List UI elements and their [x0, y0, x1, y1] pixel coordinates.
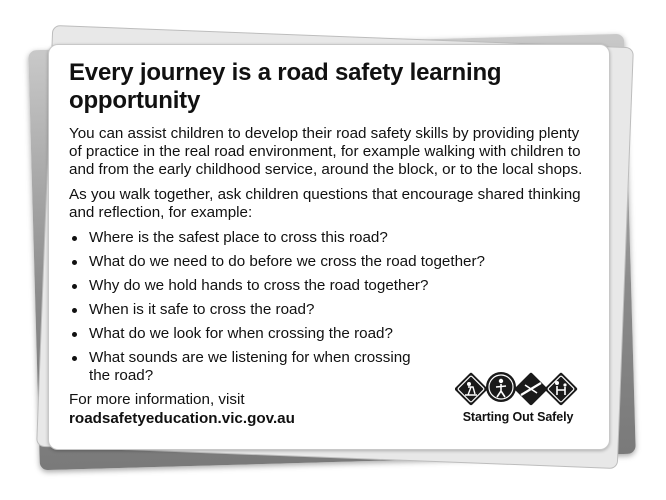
list-item: When is it safe to cross the road?	[69, 301, 591, 319]
logo-text: Starting Out Safely	[462, 410, 574, 424]
list-item: Where is the safest place to cross this road?	[69, 229, 591, 247]
list-item: What sounds are we listening for when crossing the road?	[69, 349, 429, 385]
list-item: What do we need to do before we cross the road together?	[69, 253, 559, 271]
website-link[interactable]: roadsafetyeducation.vic.gov.au	[69, 410, 295, 427]
list-item: Why do we hold hands to cross the road together?	[69, 277, 591, 295]
intro-paragraph: You can assist children to develop their road safety skills by providing plenty of practice in the real road environment, for example walking with children to and from the early childhood service, around the block, or to the local shops.	[69, 125, 583, 178]
starting-out-safely-logo	[445, 369, 591, 433]
list-item: What do we look for when crossing the road?	[69, 325, 591, 343]
info-card	[48, 44, 610, 450]
more-info-text: For more information, visit	[69, 391, 245, 408]
question-list	[69, 229, 591, 385]
road-safety-signs-icon	[455, 369, 581, 409]
prompt-paragraph: As you walk together, ask children questions that encourage shared thinking and reflection, for example:	[69, 186, 581, 221]
page-title: Every journey is a road safety learning opportunity	[69, 59, 502, 114]
